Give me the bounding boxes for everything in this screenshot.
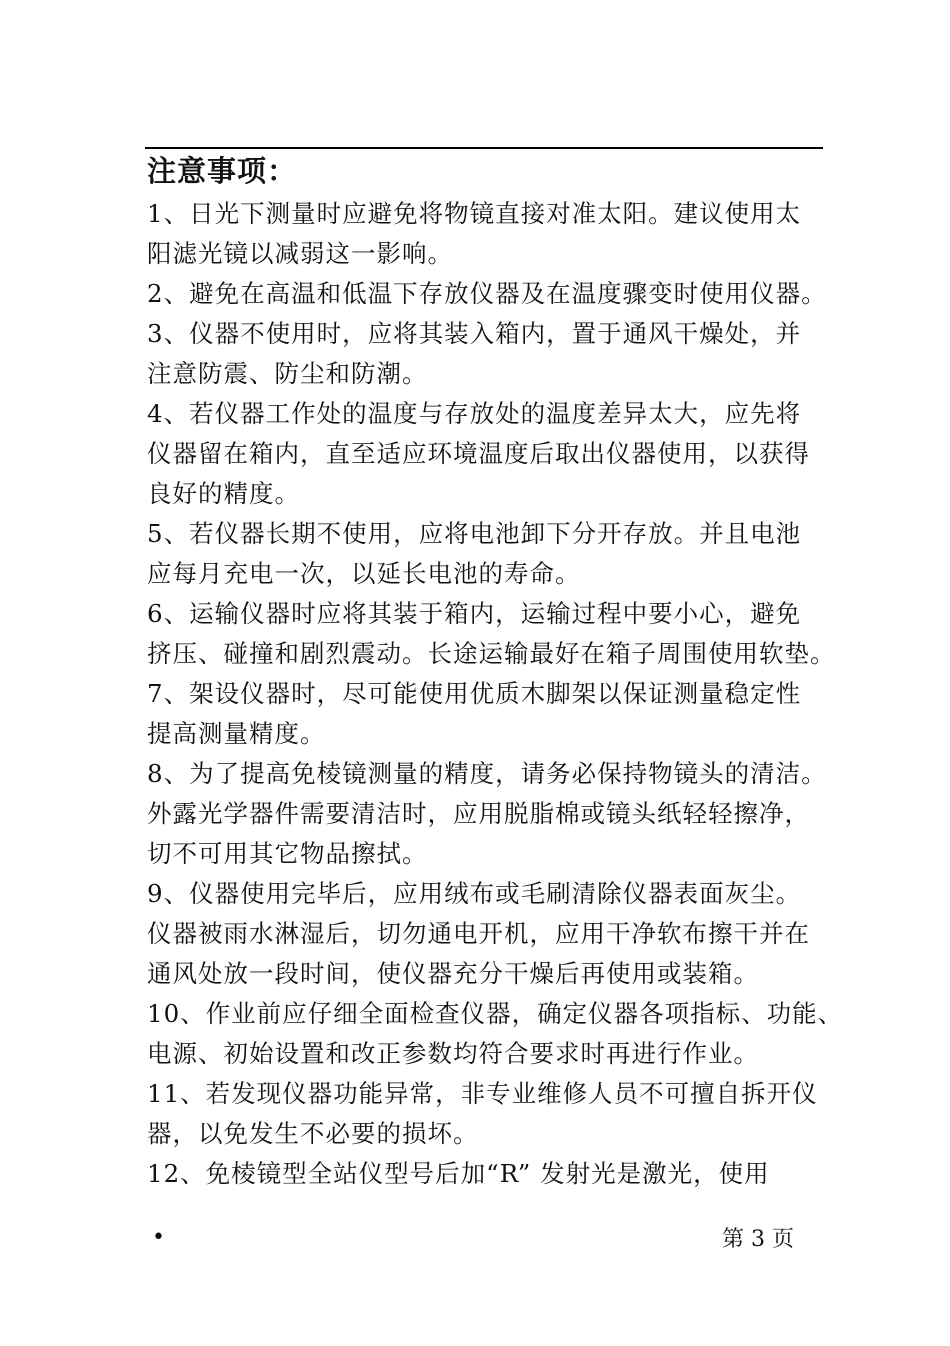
text-line: 2、避免在高温和低温下存放仪器及在温度骤变时使用仪器。 bbox=[147, 279, 827, 308]
text-line: 1、日光下测量时应避免将物镜直接对准太阳。建议使用太 bbox=[147, 199, 802, 228]
text-line: 5、若仪器长期不使用，应将电池卸下分开存放。并且电池 bbox=[147, 519, 802, 548]
footer-bullet: • bbox=[152, 1225, 165, 1250]
text-line: 10、作业前应仔细全面检查仪器，确定仪器各项指标、功能、 bbox=[147, 999, 844, 1028]
text-line: 应每月充电一次，以延长电池的寿命。 bbox=[147, 559, 581, 588]
text-line: 器，以免发生不必要的损坏。 bbox=[147, 1119, 479, 1148]
text-line: 7、架设仪器时，尽可能使用优质木脚架以保证测量稳定性 bbox=[147, 679, 802, 708]
text-line: 4、若仪器工作处的温度与存放处的温度差异太大，应先将 bbox=[147, 399, 802, 428]
text-line: 8、为了提高免棱镜测量的精度，请务必保持物镜头的清洁。 bbox=[147, 759, 827, 788]
text-line: 11、若发现仪器功能异常，非专业维修人员不可擅自拆开仪 bbox=[147, 1079, 818, 1108]
text-line: 提高测量精度。 bbox=[147, 719, 326, 748]
text-line: 挤压、碰撞和剧烈震动。长途运输最好在箱子周围使用软垫。 bbox=[147, 639, 836, 668]
text-line: 通风处放一段时间，使仪器充分干燥后再使用或装箱。 bbox=[147, 959, 759, 988]
header-rule bbox=[145, 147, 823, 149]
text-line: 仪器被雨水淋湿后，切勿通电开机，应用干净软布擦干并在 bbox=[147, 919, 810, 948]
text-line: 6、运输仪器时应将其装于箱内，运输过程中要小心，避免 bbox=[147, 599, 802, 628]
text-line: 3、仪器不使用时，应将其装入箱内，置于通风干燥处，并 bbox=[147, 319, 802, 348]
text-line: 外露光学器件需要清洁时，应用脱脂棉或镜头纸轻轻擦净， bbox=[147, 799, 810, 828]
text-line: 阳滤光镜以减弱这一影响。 bbox=[147, 239, 453, 268]
page-title: 注意事项： bbox=[147, 154, 298, 188]
text-line: 12、免棱镜型全站仪型号后加“R” 发射光是激光，使用 bbox=[147, 1159, 770, 1188]
page-number: 第 3 页 bbox=[722, 1227, 794, 1252]
text-line: 仪器留在箱内，直至适应环境温度后取出仪器使用，以获得 bbox=[147, 439, 810, 468]
text-line: 注意防震、防尘和防潮。 bbox=[147, 359, 428, 388]
document-body bbox=[147, 150, 847, 1194]
text-line: 电源、初始设置和改正参数均符合要求时再进行作业。 bbox=[147, 1039, 759, 1068]
text-line: 切不可用其它物品擦拭。 bbox=[147, 839, 428, 868]
text-line: 9、仪器使用完毕后，应用绒布或毛刷清除仪器表面灰尘。 bbox=[147, 879, 802, 908]
text-line: 良好的精度。 bbox=[147, 479, 300, 508]
